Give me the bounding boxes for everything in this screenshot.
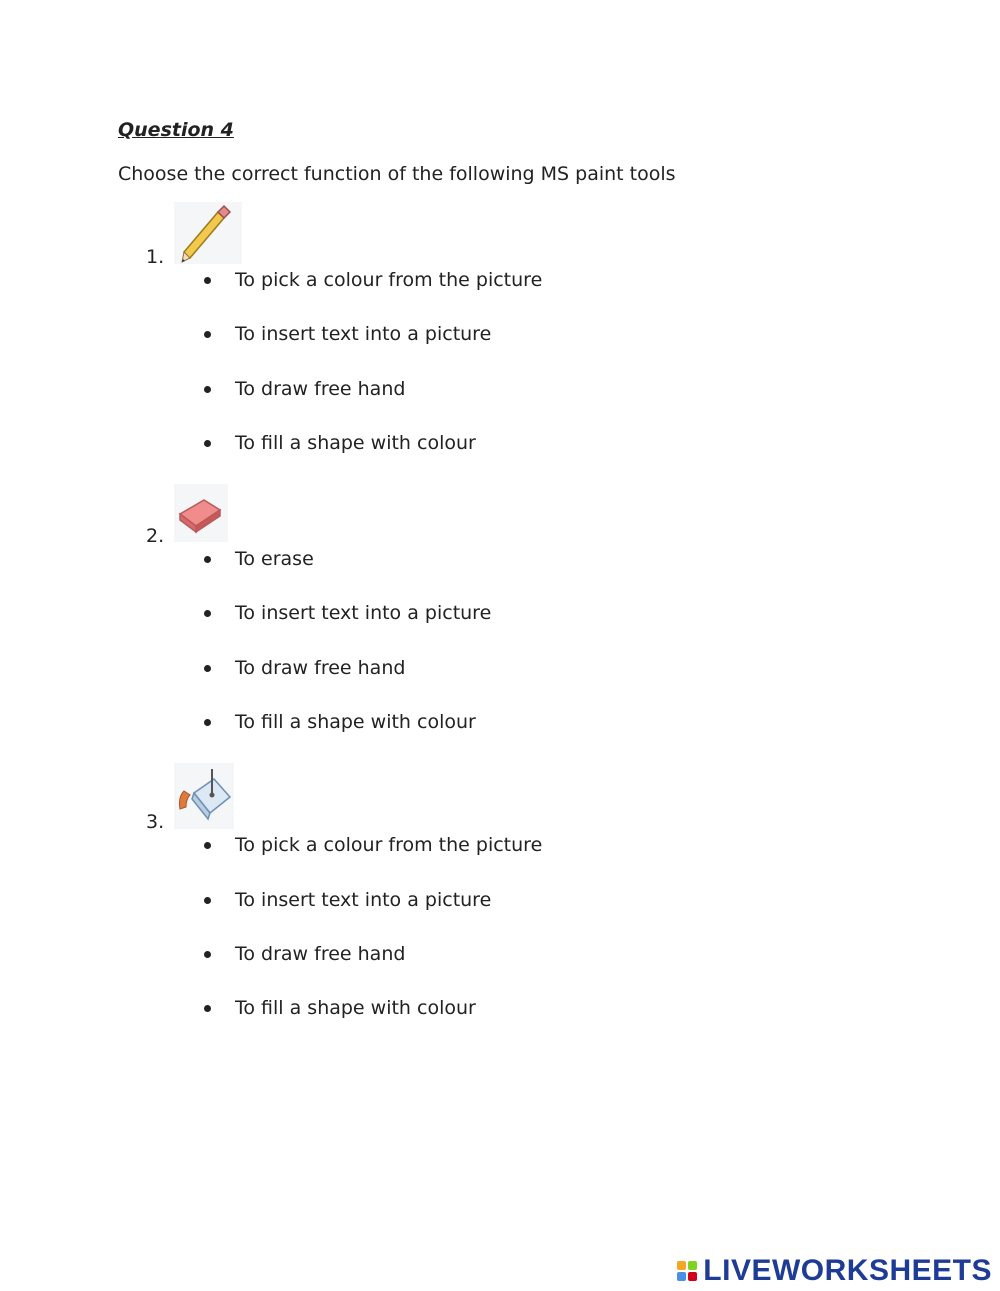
option-label: To fill a shape with colour [235,711,476,733]
option-1-4[interactable] [204,432,476,454]
instruction-text: Choose the correct function of the following MS paint tools [118,163,676,185]
option-2-1[interactable] [204,548,314,570]
option-label: To fill a shape with colour [235,432,476,454]
option-2-3[interactable] [204,657,405,679]
option-label: To draw free hand [235,943,406,965]
bullet [204,897,211,904]
logo-mark-icon [677,1261,697,1281]
liveworksheets-logo [677,1254,992,1288]
pencil-icon [174,202,242,264]
bullet [204,277,211,284]
option-1-1[interactable] [204,269,542,291]
option-label: To pick a colour from the picture [235,834,543,856]
option-2-2[interactable] [204,602,491,624]
option-label: To erase [235,548,314,570]
question-3-number: 3. [146,811,165,833]
option-label: To insert text into a picture [235,889,492,911]
paint-bucket-icon [174,763,234,829]
option-1-3[interactable] [204,378,405,400]
question-title: Question 4 [118,119,234,141]
logo-text: LIVEWORKSHEETS [703,1254,992,1287]
bullet [204,951,211,958]
option-label: To draw free hand [235,657,406,679]
bullet [204,842,211,849]
option-1-2[interactable] [204,323,491,345]
bullet [204,556,211,563]
option-label: To insert text into a picture [235,323,492,345]
option-3-1[interactable] [204,834,542,856]
option-label: To fill a shape with colour [235,997,476,1019]
option-3-4[interactable] [204,997,476,1019]
option-label: To pick a colour from the picture [235,269,543,291]
eraser-icon [174,484,228,542]
bullet [204,719,211,726]
option-2-4[interactable] [204,711,476,733]
bullet [204,1005,211,1012]
bullet [204,665,211,672]
bullet [204,610,211,617]
option-3-3[interactable] [204,943,405,965]
option-label: To draw free hand [235,378,406,400]
option-3-2[interactable] [204,889,491,911]
option-label: To insert text into a picture [235,602,492,624]
bullet [204,440,211,447]
bullet [204,331,211,338]
question-2-number: 2. [146,525,165,547]
bullet [204,386,211,393]
question-1-number: 1. [146,246,165,268]
